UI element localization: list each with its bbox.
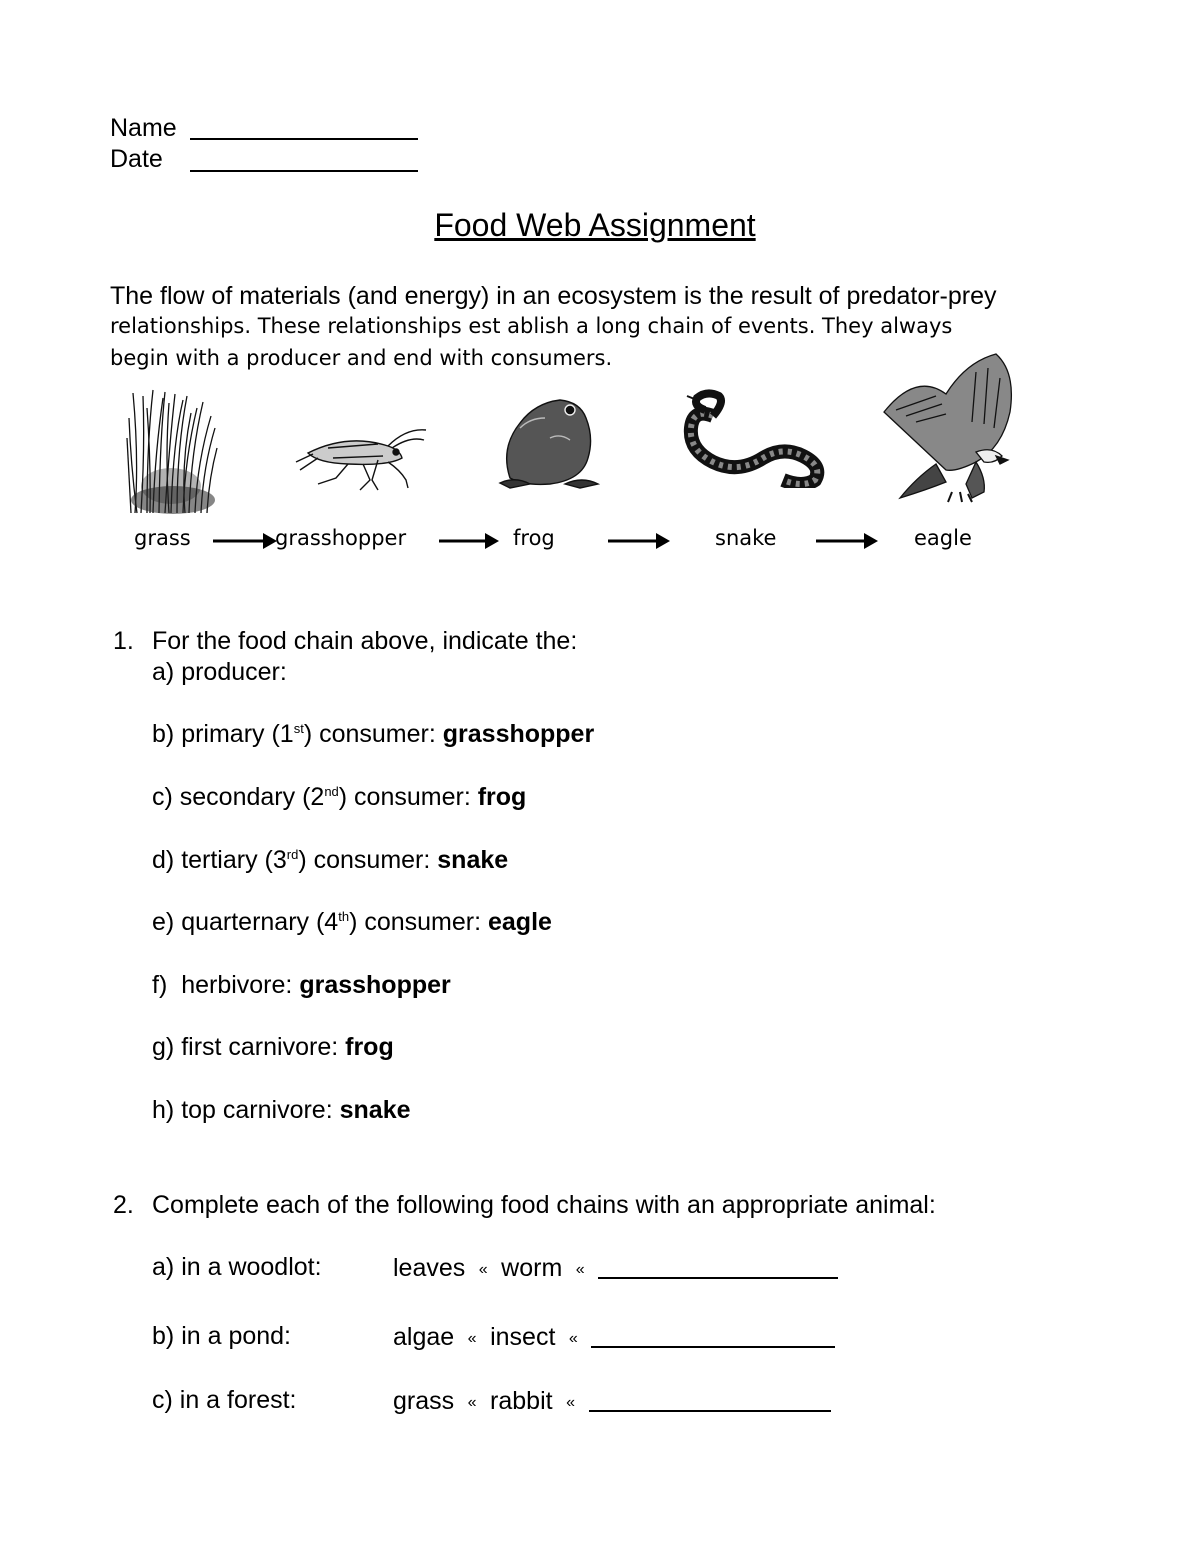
chain-label-frog: frog	[513, 526, 555, 550]
chain-symbol-icon: «	[568, 1330, 578, 1347]
q1-answer-b: grasshopper	[442, 720, 595, 748]
right-arrow-icon	[608, 531, 670, 556]
question-2-prompt: Complete each of the following food chains with an appropriate animal:	[152, 1191, 936, 1219]
q1-item-a: a) producer:	[152, 658, 287, 686]
q1-answer-c: frog	[477, 783, 527, 811]
eagle-illustration	[876, 352, 1021, 509]
chain-symbol-icon: «	[467, 1330, 477, 1347]
chain-symbol-icon: «	[478, 1261, 488, 1278]
date-field[interactable]	[190, 170, 418, 172]
q2-item-c-habitat: c) in a forest:	[152, 1386, 297, 1414]
q1-answer-e: eagle	[488, 908, 552, 936]
q1-item-f: f) herbivore: grasshopper	[152, 971, 451, 999]
snake-illustration	[683, 388, 835, 493]
chain-label-grass: grass	[134, 526, 191, 550]
q1-item-c: c) secondary (2nd) consumer: frog	[152, 783, 527, 811]
chain-symbol-icon: «	[575, 1261, 585, 1278]
name-field[interactable]	[190, 138, 418, 140]
q1-answer-d: snake	[437, 846, 509, 874]
q2-item-b-chain: algae « insect «	[393, 1322, 835, 1352]
chain-label-snake: snake	[715, 526, 777, 550]
intro-line-2: relationships. These relationships est ablish a long chain of events. They always	[110, 314, 953, 338]
chain-label-eagle: eagle	[914, 526, 972, 550]
q2-item-a-habitat: a) in a woodlot:	[152, 1253, 322, 1281]
question-2-number: 2.	[113, 1191, 134, 1219]
q1-answer-g: frog	[345, 1033, 394, 1061]
chain-symbol-icon: «	[467, 1394, 477, 1411]
intro-line-3: begin with a producer and end with consumers.	[110, 346, 613, 370]
question-1-prompt: For the food chain above, indicate the:	[152, 627, 578, 655]
intro-line-1: The flow of materials (and energy) in an ecosystem is the result of predator-prey	[110, 282, 997, 310]
q1-item-g: g) first carnivore: frog	[152, 1033, 394, 1061]
q2-item-a-chain: leaves « worm «	[393, 1253, 838, 1283]
q1-answer-f: grasshopper	[299, 971, 451, 999]
frog-illustration	[490, 388, 602, 498]
date-label: Date	[110, 145, 163, 173]
q2-item-b-habitat: b) in a pond:	[152, 1322, 292, 1350]
grass-illustration	[125, 388, 220, 521]
q1-item-e: e) quarternary (4th) consumer: eagle	[152, 908, 552, 936]
q1-item-h: h) top carnivore: snake	[152, 1096, 411, 1124]
q2-answer-a-field[interactable]	[598, 1253, 838, 1279]
right-arrow-icon	[439, 531, 499, 556]
q1-item-d: d) tertiary (3rd) consumer: snake	[152, 846, 509, 874]
q1-answer-h: snake	[339, 1096, 411, 1124]
grasshopper-illustration	[288, 418, 428, 498]
q2-answer-b-field[interactable]	[591, 1322, 835, 1348]
right-arrow-icon	[213, 531, 277, 556]
question-1-number: 1.	[113, 627, 134, 655]
name-label: Name	[110, 114, 177, 142]
right-arrow-icon	[816, 531, 878, 556]
q1-item-b: b) primary (1st) consumer: grasshopper	[152, 720, 595, 748]
q2-item-c-chain: grass « rabbit «	[393, 1386, 831, 1416]
chain-symbol-icon: «	[566, 1394, 575, 1411]
chain-label-grasshopper: grasshopper	[275, 526, 407, 550]
q2-answer-c-field[interactable]	[589, 1386, 831, 1412]
page-title: Food Web Assignment	[434, 207, 756, 243]
